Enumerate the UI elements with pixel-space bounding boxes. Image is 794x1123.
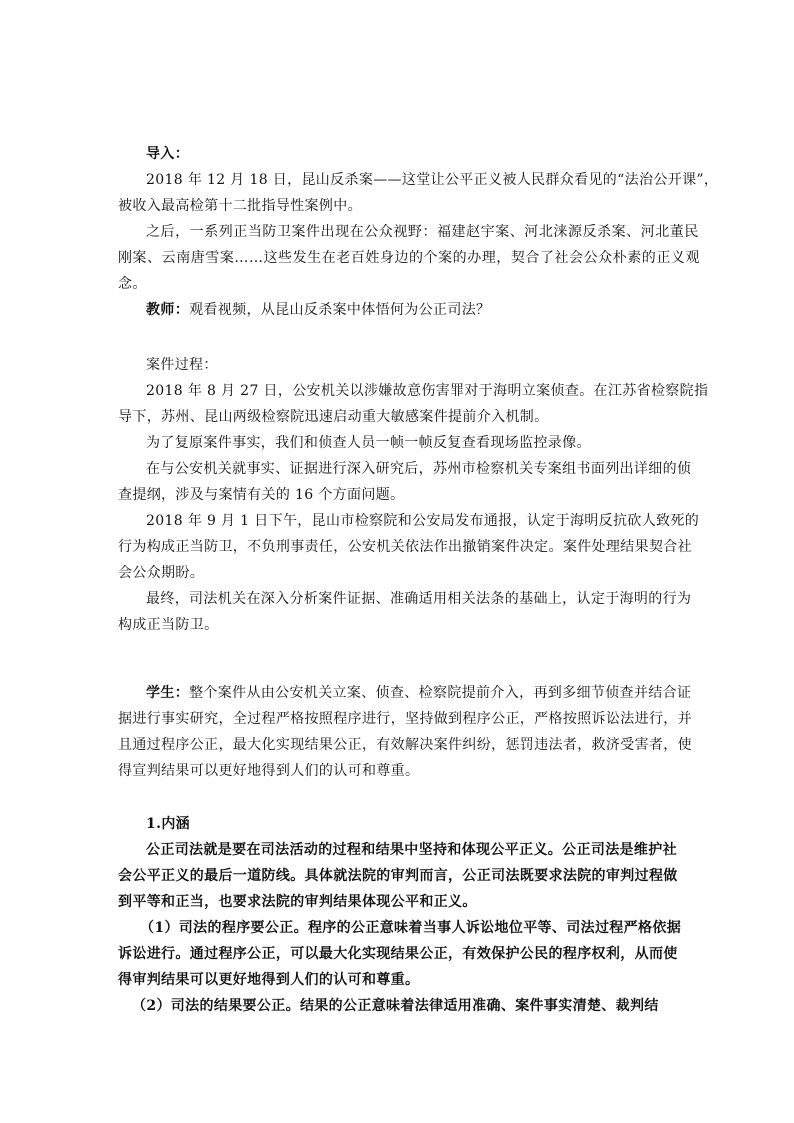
connotation-paragraph-2-line-1: （1）司法的程序要公正。程序的公正意味着当事人诉讼地位平等、司法过程严格依据 bbox=[140, 920, 682, 936]
case-paragraph-1-line-1: 2018 年 8 月 27 日，公安机关以涉嫌故意伤害罪对于海明立案侦查。在江苏省检察院指 bbox=[146, 383, 709, 399]
intro-heading: 导入： bbox=[146, 146, 190, 162]
case-paragraph-4-line-1: 2018 年 9 月 1 日下午，昆山市检察院和公安局发布通报，认定于海明反抗砍人致死的 bbox=[146, 513, 700, 529]
student-answer-section bbox=[118, 680, 692, 784]
connotation-heading: 1.内涵 bbox=[146, 816, 191, 832]
intro-paragraph-1-line-1: 2018 年 12 月 18 日，昆山反杀案——这堂让公平正义被人民群众看见的“法治公开课”， bbox=[146, 172, 719, 188]
case-paragraph-4-line-2: 行为构成正当防卫，不负刑事责任，公安机关依法作出撤销案件决定。案件处理结果契合社 bbox=[118, 539, 692, 555]
connotation-paragraph-1-line-2: 会公平正义的最后一道防线。具体就法院的审判而言，公正司法既要求法院的审判过程做 bbox=[118, 868, 678, 884]
case-heading: 案件过程： bbox=[146, 357, 218, 373]
intro-paragraph-2-line-2: 刚案、云南唐雪案……这些发生在老百姓身边的个案的办理，契合了社会公众朴素的正义观 bbox=[118, 250, 700, 266]
intro-paragraph-1-line-2: 被收入最高检第十二批指导性案例中。 bbox=[118, 198, 362, 214]
case-paragraph-5-line-1: 最终，司法机关在深入分析案件证据、准确适用相关法条的基础上，认定于海明的行为 bbox=[146, 591, 692, 607]
teacher-label: 教师： bbox=[146, 302, 190, 318]
case-process-section bbox=[118, 352, 709, 638]
student-text-1: 整个案件从由公安机关立案、侦查、检察院提前介入，再到多细节侦查并结合证 bbox=[189, 685, 692, 701]
case-paragraph-1-line-2: 导下，苏州、昆山两级检察院迅速启动重大敏感案件提前介入机制。 bbox=[118, 409, 549, 425]
case-paragraph-3-line-1: 在与公安机关就事实、证据进行深入研究后，苏州市检察机关专案组书面列出详细的侦 bbox=[146, 461, 692, 477]
connotation-paragraph-2-line-2: 诉讼进行。通过程序公正，可以最大化实现结果公正，有效保护公民的程序权利，从而使 bbox=[118, 946, 678, 962]
connotation-section bbox=[118, 811, 682, 1019]
connotation-paragraph-1-line-3: 到平等和正当，也要求法院的审判结果体现公平和正义。 bbox=[118, 894, 477, 910]
student-line-1 bbox=[118, 680, 692, 706]
student-line-4: 得宣判结果可以更好地得到人们的认可和尊重。 bbox=[118, 763, 420, 779]
student-line-3: 且通过程序公正，最大化实现结果公正，有效解决案件纠纷，惩罚违法者，救济受害者，使 bbox=[118, 737, 692, 753]
connotation-paragraph-1-line-1: 公正司法就是要在司法活动的过程和结果中坚持和体现公平正义。公正司法是维护社 bbox=[146, 842, 677, 858]
case-paragraph-4-line-3: 会公众期盼。 bbox=[118, 565, 205, 581]
intro-paragraph-2-line-3: 念。 bbox=[118, 276, 147, 292]
intro-paragraph-2-line-1: 之后，一系列正当防卫案件出现在公众视野：福建赵宇案、河北涞源反杀案、河北董民 bbox=[146, 224, 699, 240]
case-paragraph-2-line-1: 为了复原案件事实，我们和侦查人员一帧一帧反复查看现场监控录像。 bbox=[146, 435, 591, 451]
student-line-2: 据进行事实研究，全过程严格按照程序进行，坚持做到程序公正，严格按照诉讼法进行，并 bbox=[118, 711, 692, 727]
case-paragraph-5-line-2: 构成正当防卫。 bbox=[118, 617, 219, 633]
student-label: 学生： bbox=[146, 685, 190, 701]
intro-section bbox=[118, 141, 719, 323]
teacher-text: 观看视频，从昆山反杀案中体悟何为公正司法？ bbox=[189, 302, 491, 318]
teacher-question bbox=[118, 297, 678, 323]
connotation-paragraph-2-line-3: 得审判结果可以更好地得到人们的认可和尊重。 bbox=[118, 972, 420, 988]
case-paragraph-3-line-2: 查提纲，涉及与案情有关的 16 个方面问题。 bbox=[118, 487, 405, 503]
connotation-paragraph-3-line-1: （2）司法的结果要公正。结果的公正意味着法律适用准确、案件事实清楚、裁判结 bbox=[132, 998, 659, 1014]
